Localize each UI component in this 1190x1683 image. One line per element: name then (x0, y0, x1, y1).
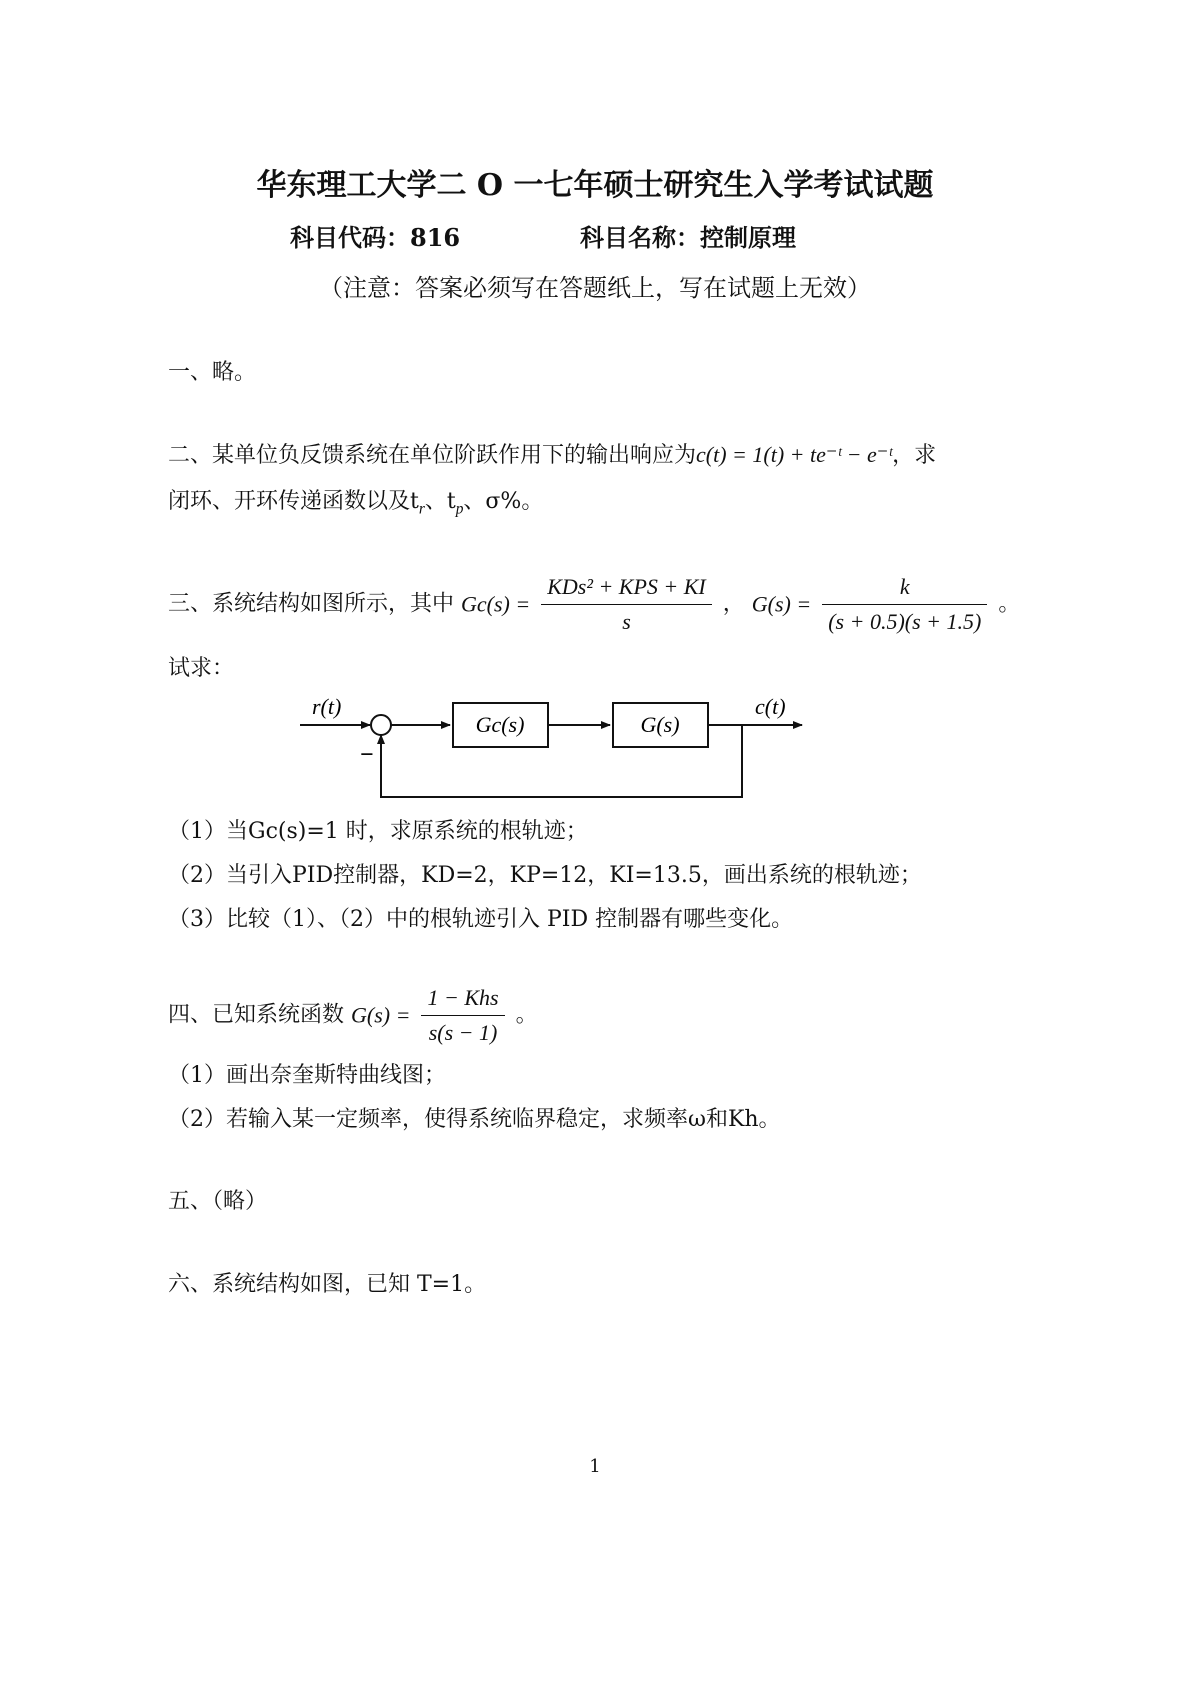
feedback-path (381, 725, 742, 797)
q4-g-fraction (421, 983, 504, 1048)
q4-denominator: s(s − 1) (428, 1020, 498, 1045)
q4-prefix: 四、已知系统函数 (168, 1002, 345, 1028)
q3-g-fraction (822, 572, 987, 637)
q2-sep1: 、t (424, 489, 456, 514)
subject-code-value: 816 (410, 223, 461, 252)
q4-numerator: 1 − Khs (421, 983, 504, 1016)
q2-sep2: 、σ%。 (463, 489, 544, 514)
question-2-line1 (168, 440, 936, 471)
q3-item-2: （2）当引入PID控制器，KD=2，KP=12，KI=13.5，画出系统的根轨迹； (168, 863, 922, 888)
q3-end: 。 (998, 591, 1021, 617)
q4-end: 。 (515, 1002, 538, 1028)
subject-name-value: 控制原理 (700, 223, 796, 252)
plant-block-label: G(s) (640, 712, 680, 737)
q2-response-formula: c(t) = 1(t) + te⁻ᵗ − e⁻ᵗ (696, 442, 893, 467)
question-2-line2 (168, 487, 543, 524)
exam-title: 华东理工大学二 O 一七年硕士研究生入学考试试题 (256, 168, 934, 203)
question-5: 五、（略） (168, 1189, 268, 1214)
subject-code-label: 科目代码： (290, 223, 410, 252)
q3-prefix: 三、系统结构如图所示，其中 (168, 591, 455, 617)
q2-line2: 闭环、开环传递函数以及t (168, 489, 419, 514)
q2-prefix: 二、某单位负反馈系统在单位阶跃作用下的输出响应为 (168, 443, 697, 468)
q2-sub-r: r (418, 500, 425, 518)
subject-name-label: 科目名称： (580, 223, 700, 252)
q3-gc-lhs: Gc(s) = (461, 591, 531, 617)
block-diagram (290, 690, 820, 810)
q3-g-numerator: k (822, 572, 987, 605)
q4-item-2: （2）若输入某一定频率，使得系统临界稳定，求频率ω和Kh。 (168, 1107, 781, 1132)
q3-gc-fraction (541, 572, 712, 637)
subject-code (290, 218, 460, 253)
q3-item-1: （1）当Gc(s)=1 时，求原系统的根轨迹； (168, 819, 588, 844)
question-4-line1 (168, 983, 538, 1048)
controller-block-label: Gc(s) (475, 712, 525, 737)
q3-gc-numerator: KDs² + KPS + KI (541, 572, 712, 605)
summing-junction (371, 715, 391, 735)
question-1: 一、略。 (168, 360, 257, 385)
q4-g-lhs: G(s) = (351, 1002, 411, 1028)
question-6: 六、系统结构如图，已知 T=1。 (168, 1272, 487, 1297)
page-number: 1 (589, 1456, 601, 1477)
q2-sub-p: p (455, 500, 464, 518)
diagram-minus-sign: − (360, 742, 374, 768)
q4-item-1: （1）画出奈奎斯特曲线图； (168, 1063, 446, 1088)
q2-suffix: ，求 (892, 443, 937, 468)
diagram-output-label: c(t) (755, 694, 786, 719)
q3-comma: ， (722, 591, 745, 617)
q3-ask: 试求： (168, 656, 235, 681)
subject-name (580, 218, 796, 253)
exam-note: （注意：答案必须写在答题纸上，写在试题上无效） (319, 274, 871, 302)
q3-g-denominator: (s + 0.5)(s + 1.5) (828, 609, 982, 634)
q3-g-lhs: G(s) = (751, 591, 812, 617)
diagram-input-label: r(t) (312, 694, 342, 719)
q3-gc-denominator: s (622, 609, 631, 634)
q3-item-3: （3）比较（1）、（2）中的根轨迹引入 PID 控制器有哪些变化。 (168, 907, 794, 932)
question-3-line1 (168, 572, 1020, 637)
